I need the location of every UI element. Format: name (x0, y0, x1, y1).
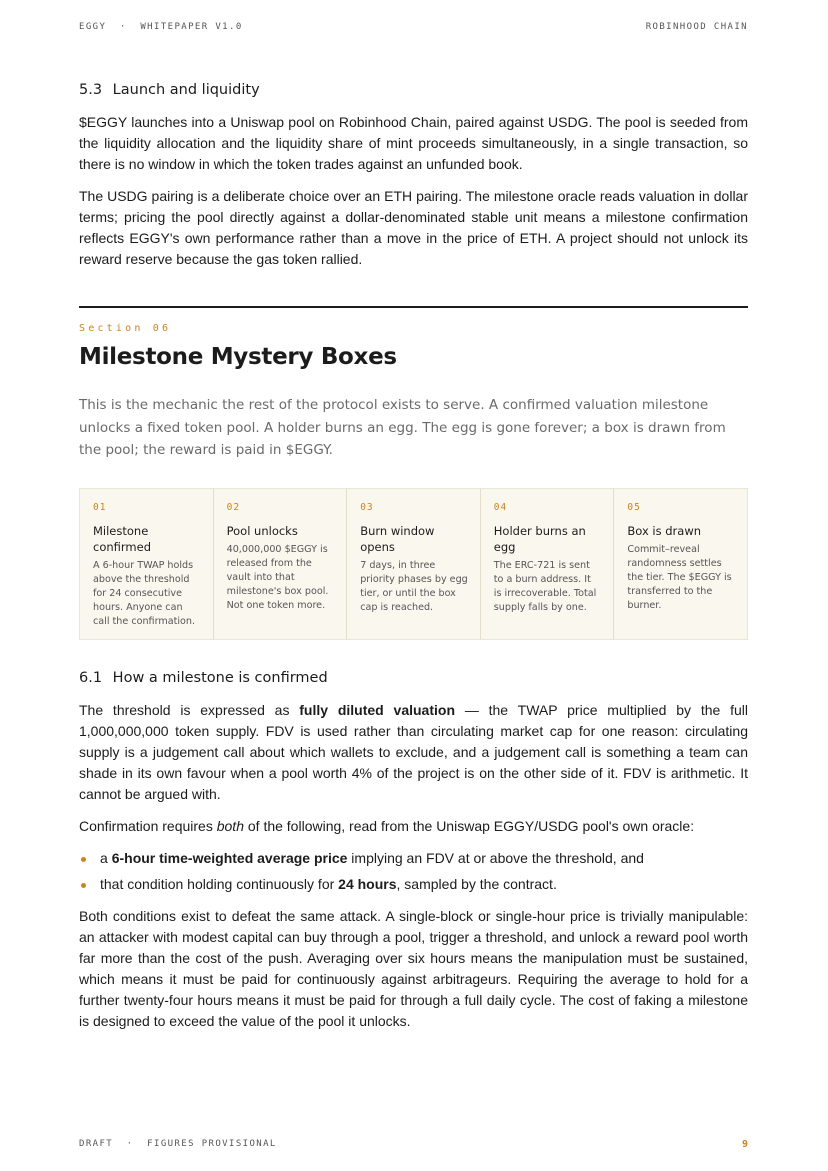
step-number: 02 (226, 501, 241, 513)
step-description: Commit–reveal randomness settles the tier. The $EGGY is transferred to the burner. (627, 543, 732, 611)
page-number: 9 (741, 1138, 748, 1150)
section-title: Milestone Mystery Boxes (79, 344, 397, 370)
step-title: Burn window opens (360, 523, 435, 554)
section-lede: This is the mechanic the rest of the protocol exists to serve. A confirmed valuation milestone unlocks a fixed token pool. A holder burns an egg. The egg is gone forever; a box is drawn from the pool; the reward is paid in $EGGY. (79, 397, 726, 458)
subsection-heading-launch (79, 80, 748, 100)
step-title: Milestone confirmed (93, 523, 151, 554)
page-content (79, 80, 748, 1043)
header-doc-label: EGGY · WHITEPAPER V1.0 (79, 22, 243, 32)
list-item (79, 848, 748, 869)
text-run: implying an FDV at or above the threshold, and (347, 849, 644, 866)
step-card (481, 489, 615, 639)
step-title: Pool unlocks (226, 523, 298, 538)
text-run: , sampled by the contract. (396, 875, 557, 892)
section-divider (79, 306, 748, 308)
step-title: Box is drawn (627, 523, 702, 538)
step-number: 03 (360, 501, 374, 513)
text-run: a (100, 849, 112, 866)
step-number: 04 (493, 501, 508, 513)
step-description: The ERC-721 is sent to a burn address. It is irrecoverable. Total supply falls by one. (493, 559, 597, 613)
step-title: Holder burns an egg (493, 523, 586, 554)
launch-paragraph-2: The USDG pairing is a deliberate choice over an ETH pairing. The milestone oracle reads valuation in dollar terms; pricing the pool directly against a dollar-denominated stable unit means a milestone confirmation reflects EGGY's own performance rather than a move in the price of ETH. A project should not unlock its reward reserve because the gas token rallied. (79, 188, 748, 267)
text-run: The threshold is expressed as (79, 701, 300, 718)
step-number: 01 (93, 501, 107, 513)
step-card (80, 489, 214, 639)
confirm-paragraph-2 (79, 816, 748, 837)
text-run: of the following, read from the Uniswap EGGY/USDG pool's own oracle: (243, 817, 695, 834)
emphasis-both: both (216, 817, 244, 834)
step-card (214, 489, 348, 639)
step-card (347, 489, 481, 639)
footer-draft-label: DRAFT · FIGURES PROVISIONAL (79, 1139, 277, 1149)
subsection-number: 6.1 (79, 669, 103, 686)
step-description: 7 days, in three priority phases by egg tier, or until the box cap is reached. (360, 559, 468, 613)
confirm-paragraph-3: Both conditions exist to defeat the same attack. A single-block or single-hour price is trivially manipulable: an attacker with modest capital can buy through a pool, trigger a threshold, and unlock a reward pool worth far more than the cost of the push. Averaging over six hours means the manipulation must be sustained, which means it must be paid for continuously against arbitrageurs. Requiring the average to hold for a further twenty-four hours means it must be paid for through a full daily cycle. The cost of faking a milestone is designed to exceed the value of the pool it unlocks. (79, 907, 748, 1029)
subsection-title: Launch and liquidity (112, 82, 260, 98)
text-run: that condition holding continuously for (100, 875, 339, 892)
subsection-title: How a milestone is confirmed (112, 669, 328, 686)
list-item (79, 874, 748, 895)
text-run: — the TWAP price multiplied by the full 1,000,000,000 token supply. FDV is used rather than circulating market cap for one reason: circulating supply is a judgement call about which wallets to exclude, and a judgement call is something a team can shade in its own favour when a pool worth 4% of the project is on the other side of it. FDV is arithmetic. It cannot be argued with. (79, 701, 749, 802)
step-description: 40,000,000 $EGGY is released from the vault into that milestone's box pool. Not one token more. (226, 543, 329, 611)
step-card (614, 489, 747, 639)
text-run: Confirmation requires (79, 817, 217, 834)
running-header (79, 20, 748, 34)
section-eyebrow: Section 06 (79, 323, 172, 334)
subsection-number: 5.3 (79, 82, 103, 98)
header-chain-label: ROBINHOOD CHAIN (645, 22, 748, 32)
bullet-dot-icon (81, 857, 86, 862)
emphasis: 24 hours (338, 875, 397, 892)
running-footer (79, 1137, 748, 1151)
step-number: 05 (627, 501, 641, 513)
subsection-heading-confirm (79, 668, 748, 688)
conditions-list (79, 848, 748, 895)
bullet-dot-icon (81, 883, 86, 888)
emphasis: 6-hour time-weighted average price (111, 849, 348, 866)
confirm-paragraph-1 (79, 700, 748, 805)
mechanic-steps (79, 488, 748, 640)
launch-paragraph-1: $EGGY launches into a Uniswap pool on Robinhood Chain, paired against USDG. The pool is seeded from the liquidity allocation and the liquidity share of mint proceeds simultaneously, in a single transaction, so there is no window in which the token trades against an unfunded book. (79, 114, 748, 172)
emphasis-fdv: fully diluted valuation (299, 701, 456, 718)
step-description: A 6-hour TWAP holds above the threshold for 24 consecutive hours. Anyone can call the confirmation. (93, 559, 196, 627)
